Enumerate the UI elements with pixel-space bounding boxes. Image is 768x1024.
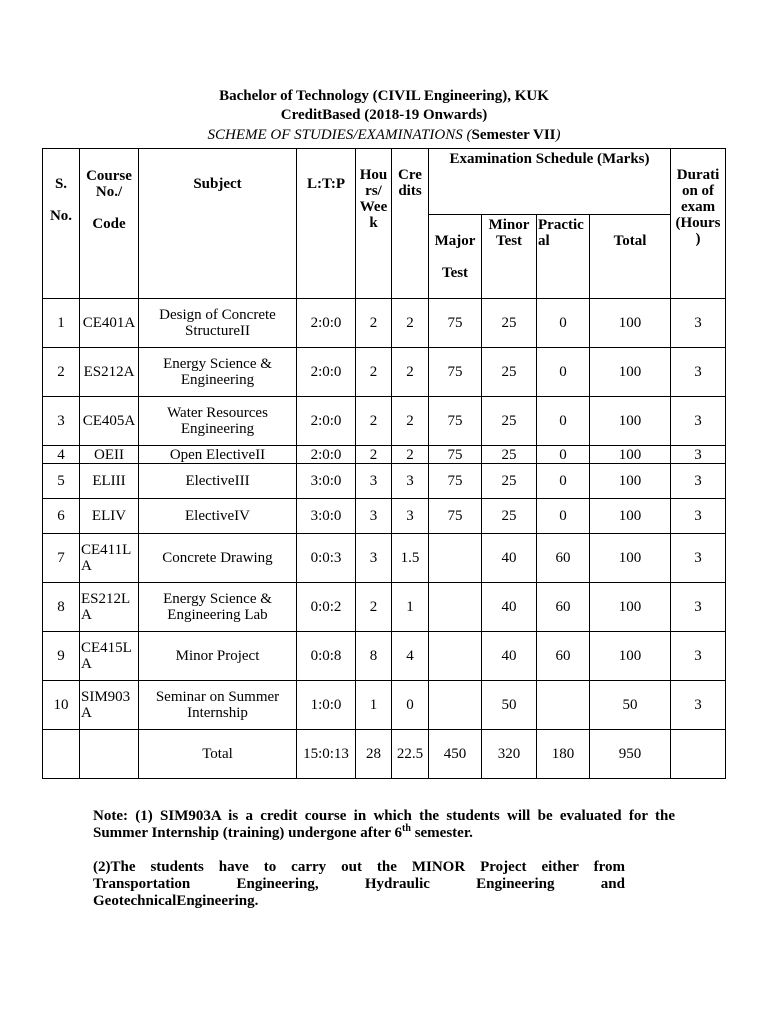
totals-major: 450 [429, 730, 482, 779]
cell-ltp: 3:0:0 [297, 499, 356, 534]
cell-credits: 2 [392, 397, 429, 446]
note-2-line-3: GeotechnicalEngineering. [93, 893, 259, 909]
cell-duration: 3 [671, 632, 726, 681]
cell-subject: Energy Science & Engineering [139, 348, 297, 397]
cell-total: 100 [590, 499, 671, 534]
cell-practical: 0 [537, 499, 590, 534]
cell-code: SIM903 A [80, 681, 139, 730]
cell-practical: 0 [537, 397, 590, 446]
cell-total: 100 [590, 397, 671, 446]
table-row [43, 348, 726, 397]
cell-sno: 1 [43, 299, 80, 348]
cell-total: 100 [590, 299, 671, 348]
cell-major [429, 583, 482, 632]
cell-code: ES212L A [80, 583, 139, 632]
col-header-sno-b: No. [49, 207, 73, 224]
cell-subject: Water Resources Engineering [139, 397, 297, 446]
cell-ltp: 0:0:8 [297, 632, 356, 681]
cell-subject: Energy Science & Engineering Lab [139, 583, 297, 632]
col-header-credits: Cre dits [392, 149, 429, 299]
cell-duration: 3 [671, 446, 726, 464]
col-header-total: Total [590, 215, 671, 299]
cell-total: 100 [590, 348, 671, 397]
totals-duration [671, 730, 726, 779]
cell-sno [43, 730, 80, 779]
cell-credits: 1.5 [392, 534, 429, 583]
cell-credits: 4 [392, 632, 429, 681]
cell-major: 75 [429, 446, 482, 464]
cell-total: 100 [590, 632, 671, 681]
cell-ltp: 2:0:0 [297, 446, 356, 464]
cell-minor: 25 [482, 397, 537, 446]
cell-subject: Seminar on Summer Internship [139, 681, 297, 730]
cell-total: 100 [590, 583, 671, 632]
cell-credits: 3 [392, 464, 429, 499]
col-header-subject-label: Subject [193, 175, 242, 192]
cell-minor: 40 [482, 583, 537, 632]
cell-hours: 2 [356, 397, 392, 446]
cell-credits: 2 [392, 348, 429, 397]
doc-title: Bachelor of Technology (CIVIL Engineering), KUK [219, 88, 549, 104]
cell-code [80, 730, 139, 779]
cell-hours: 1 [356, 681, 392, 730]
cell-duration: 3 [671, 348, 726, 397]
cell-minor: 25 [482, 499, 537, 534]
cell-major: 75 [429, 348, 482, 397]
totals-row [43, 730, 726, 779]
col-header-sno-a: S. [54, 175, 68, 192]
cell-ltp: 2:0:0 [297, 348, 356, 397]
cell-code: ES212A [80, 348, 139, 397]
note-2-line-1: (2)The students have to carry out the MINOR Project either from [93, 859, 625, 875]
scheme-title-suffix: ) [555, 127, 561, 143]
cell-sno: 7 [43, 534, 80, 583]
cell-major: 75 [429, 499, 482, 534]
col-header-code-a: Course No./ [86, 167, 132, 200]
note-1 [93, 808, 675, 842]
cell-major: 75 [429, 464, 482, 499]
table-row [43, 632, 726, 681]
cell-credits: 1 [392, 583, 429, 632]
cell-ltp: 1:0:0 [297, 681, 356, 730]
cell-hours: 3 [356, 464, 392, 499]
cell-minor: 25 [482, 464, 537, 499]
col-header-major-a: Major [434, 233, 476, 249]
cell-sno: 8 [43, 583, 80, 632]
scheme-title [0, 127, 768, 144]
cell-major: 75 [429, 397, 482, 446]
cell-total: 100 [590, 534, 671, 583]
cell-ltp: 3:0:0 [297, 464, 356, 499]
cell-duration: 3 [671, 534, 726, 583]
cell-code: ELIV [80, 499, 139, 534]
totals-credits: 22.5 [392, 730, 429, 779]
cell-practical [537, 681, 590, 730]
cell-ltp: 0:0:3 [297, 534, 356, 583]
table-row [43, 299, 726, 348]
cell-major [429, 534, 482, 583]
cell-total: 100 [590, 464, 671, 499]
col-header-practical: Practic al [537, 215, 590, 299]
cell-ltp: 2:0:0 [297, 299, 356, 348]
cell-total: 100 [590, 446, 671, 464]
table-row [43, 681, 726, 730]
cell-sno: 9 [43, 632, 80, 681]
cell-subject: Concrete Drawing [139, 534, 297, 583]
note-1-text: Note: (1) SIM903A is a credit course in which the students will be evaluated for the Summer Internship (training) undergone after 6 [93, 808, 675, 841]
col-header-ltp-label: L:T:P [306, 175, 346, 192]
cell-practical: 0 [537, 446, 590, 464]
cell-ltp: 0:0:2 [297, 583, 356, 632]
cell-practical: 0 [537, 299, 590, 348]
cell-duration: 3 [671, 681, 726, 730]
cell-hours: 3 [356, 499, 392, 534]
cell-duration: 3 [671, 464, 726, 499]
note-1-superscript: th [402, 823, 411, 834]
table-row [43, 464, 726, 499]
cell-code: OEII [80, 446, 139, 464]
cell-minor: 50 [482, 681, 537, 730]
cell-subject: ElectiveIV [139, 499, 297, 534]
cell-practical: 60 [537, 534, 590, 583]
col-header-code-b: Code [92, 215, 126, 232]
cell-practical: 0 [537, 348, 590, 397]
cell-code: CE415L A [80, 632, 139, 681]
col-header-hours: Hou rs/ Wee k [356, 149, 392, 299]
cell-hours: 2 [356, 348, 392, 397]
cell-credits: 2 [392, 299, 429, 348]
col-header-ltp [297, 149, 356, 299]
cell-hours: 2 [356, 299, 392, 348]
cell-sno: 6 [43, 499, 80, 534]
cell-subject: Design of Concrete StructureII [139, 299, 297, 348]
cell-major [429, 632, 482, 681]
cell-subject: Open ElectiveII [139, 446, 297, 464]
cell-major [429, 681, 482, 730]
semester-label: Semester VII [471, 127, 556, 143]
totals-label: Total [139, 730, 297, 779]
cell-sno: 5 [43, 464, 80, 499]
cell-credits: 2 [392, 446, 429, 464]
cell-duration: 3 [671, 397, 726, 446]
scheme-title-prefix: SCHEME OF STUDIES/EXAMINATIONS ( [207, 127, 472, 143]
cell-minor: 25 [482, 446, 537, 464]
totals-hours: 28 [356, 730, 392, 779]
col-header-minor: Minor Test [482, 215, 537, 299]
cell-code: CE405A [80, 397, 139, 446]
cell-sno: 3 [43, 397, 80, 446]
totals-minor: 320 [482, 730, 537, 779]
scheme-table [42, 148, 726, 779]
cell-duration: 3 [671, 499, 726, 534]
cell-sno: 2 [43, 348, 80, 397]
cell-practical: 60 [537, 583, 590, 632]
col-header-subject [139, 149, 297, 299]
col-header-major [429, 215, 482, 299]
cell-sno: 10 [43, 681, 80, 730]
table-row [43, 583, 726, 632]
table-row [43, 397, 726, 446]
totals-ltp: 15:0:13 [297, 730, 356, 779]
doc-subtitle: CreditBased (2018-19 Onwards) [280, 107, 488, 123]
cell-credits: 3 [392, 499, 429, 534]
note-2 [93, 859, 625, 910]
cell-minor: 25 [482, 348, 537, 397]
cell-duration: 3 [671, 583, 726, 632]
totals-practical: 180 [537, 730, 590, 779]
cell-code: ELIII [80, 464, 139, 499]
cell-ltp: 2:0:0 [297, 397, 356, 446]
cell-hours: 8 [356, 632, 392, 681]
cell-practical: 60 [537, 632, 590, 681]
cell-code: CE401A [80, 299, 139, 348]
cell-minor: 40 [482, 534, 537, 583]
cell-duration: 3 [671, 299, 726, 348]
cell-subject: ElectiveIII [139, 464, 297, 499]
table-row [43, 534, 726, 583]
cell-practical: 0 [537, 464, 590, 499]
col-header-exam: Examination Schedule (Marks) [429, 149, 671, 215]
cell-sno: 4 [43, 446, 80, 464]
cell-total: 50 [590, 681, 671, 730]
note-2-line-2: Transportation Engineering, Hydraulic Engineering and [93, 876, 625, 892]
cell-hours: 3 [356, 534, 392, 583]
cell-hours: 2 [356, 446, 392, 464]
col-header-sno [43, 149, 80, 299]
col-header-code [80, 149, 139, 299]
cell-code: CE411L A [80, 534, 139, 583]
table-row [43, 446, 726, 464]
col-header-duration: Durati on of exam (Hours ) [671, 149, 726, 299]
cell-hours: 2 [356, 583, 392, 632]
cell-minor: 40 [482, 632, 537, 681]
cell-subject: Minor Project [139, 632, 297, 681]
cell-minor: 25 [482, 299, 537, 348]
cell-major: 75 [429, 299, 482, 348]
note-1-suffix: semester. [410, 825, 473, 841]
cell-credits: 0 [392, 681, 429, 730]
col-header-major-b: Test [441, 265, 469, 281]
totals-total: 950 [590, 730, 671, 779]
table-row [43, 499, 726, 534]
